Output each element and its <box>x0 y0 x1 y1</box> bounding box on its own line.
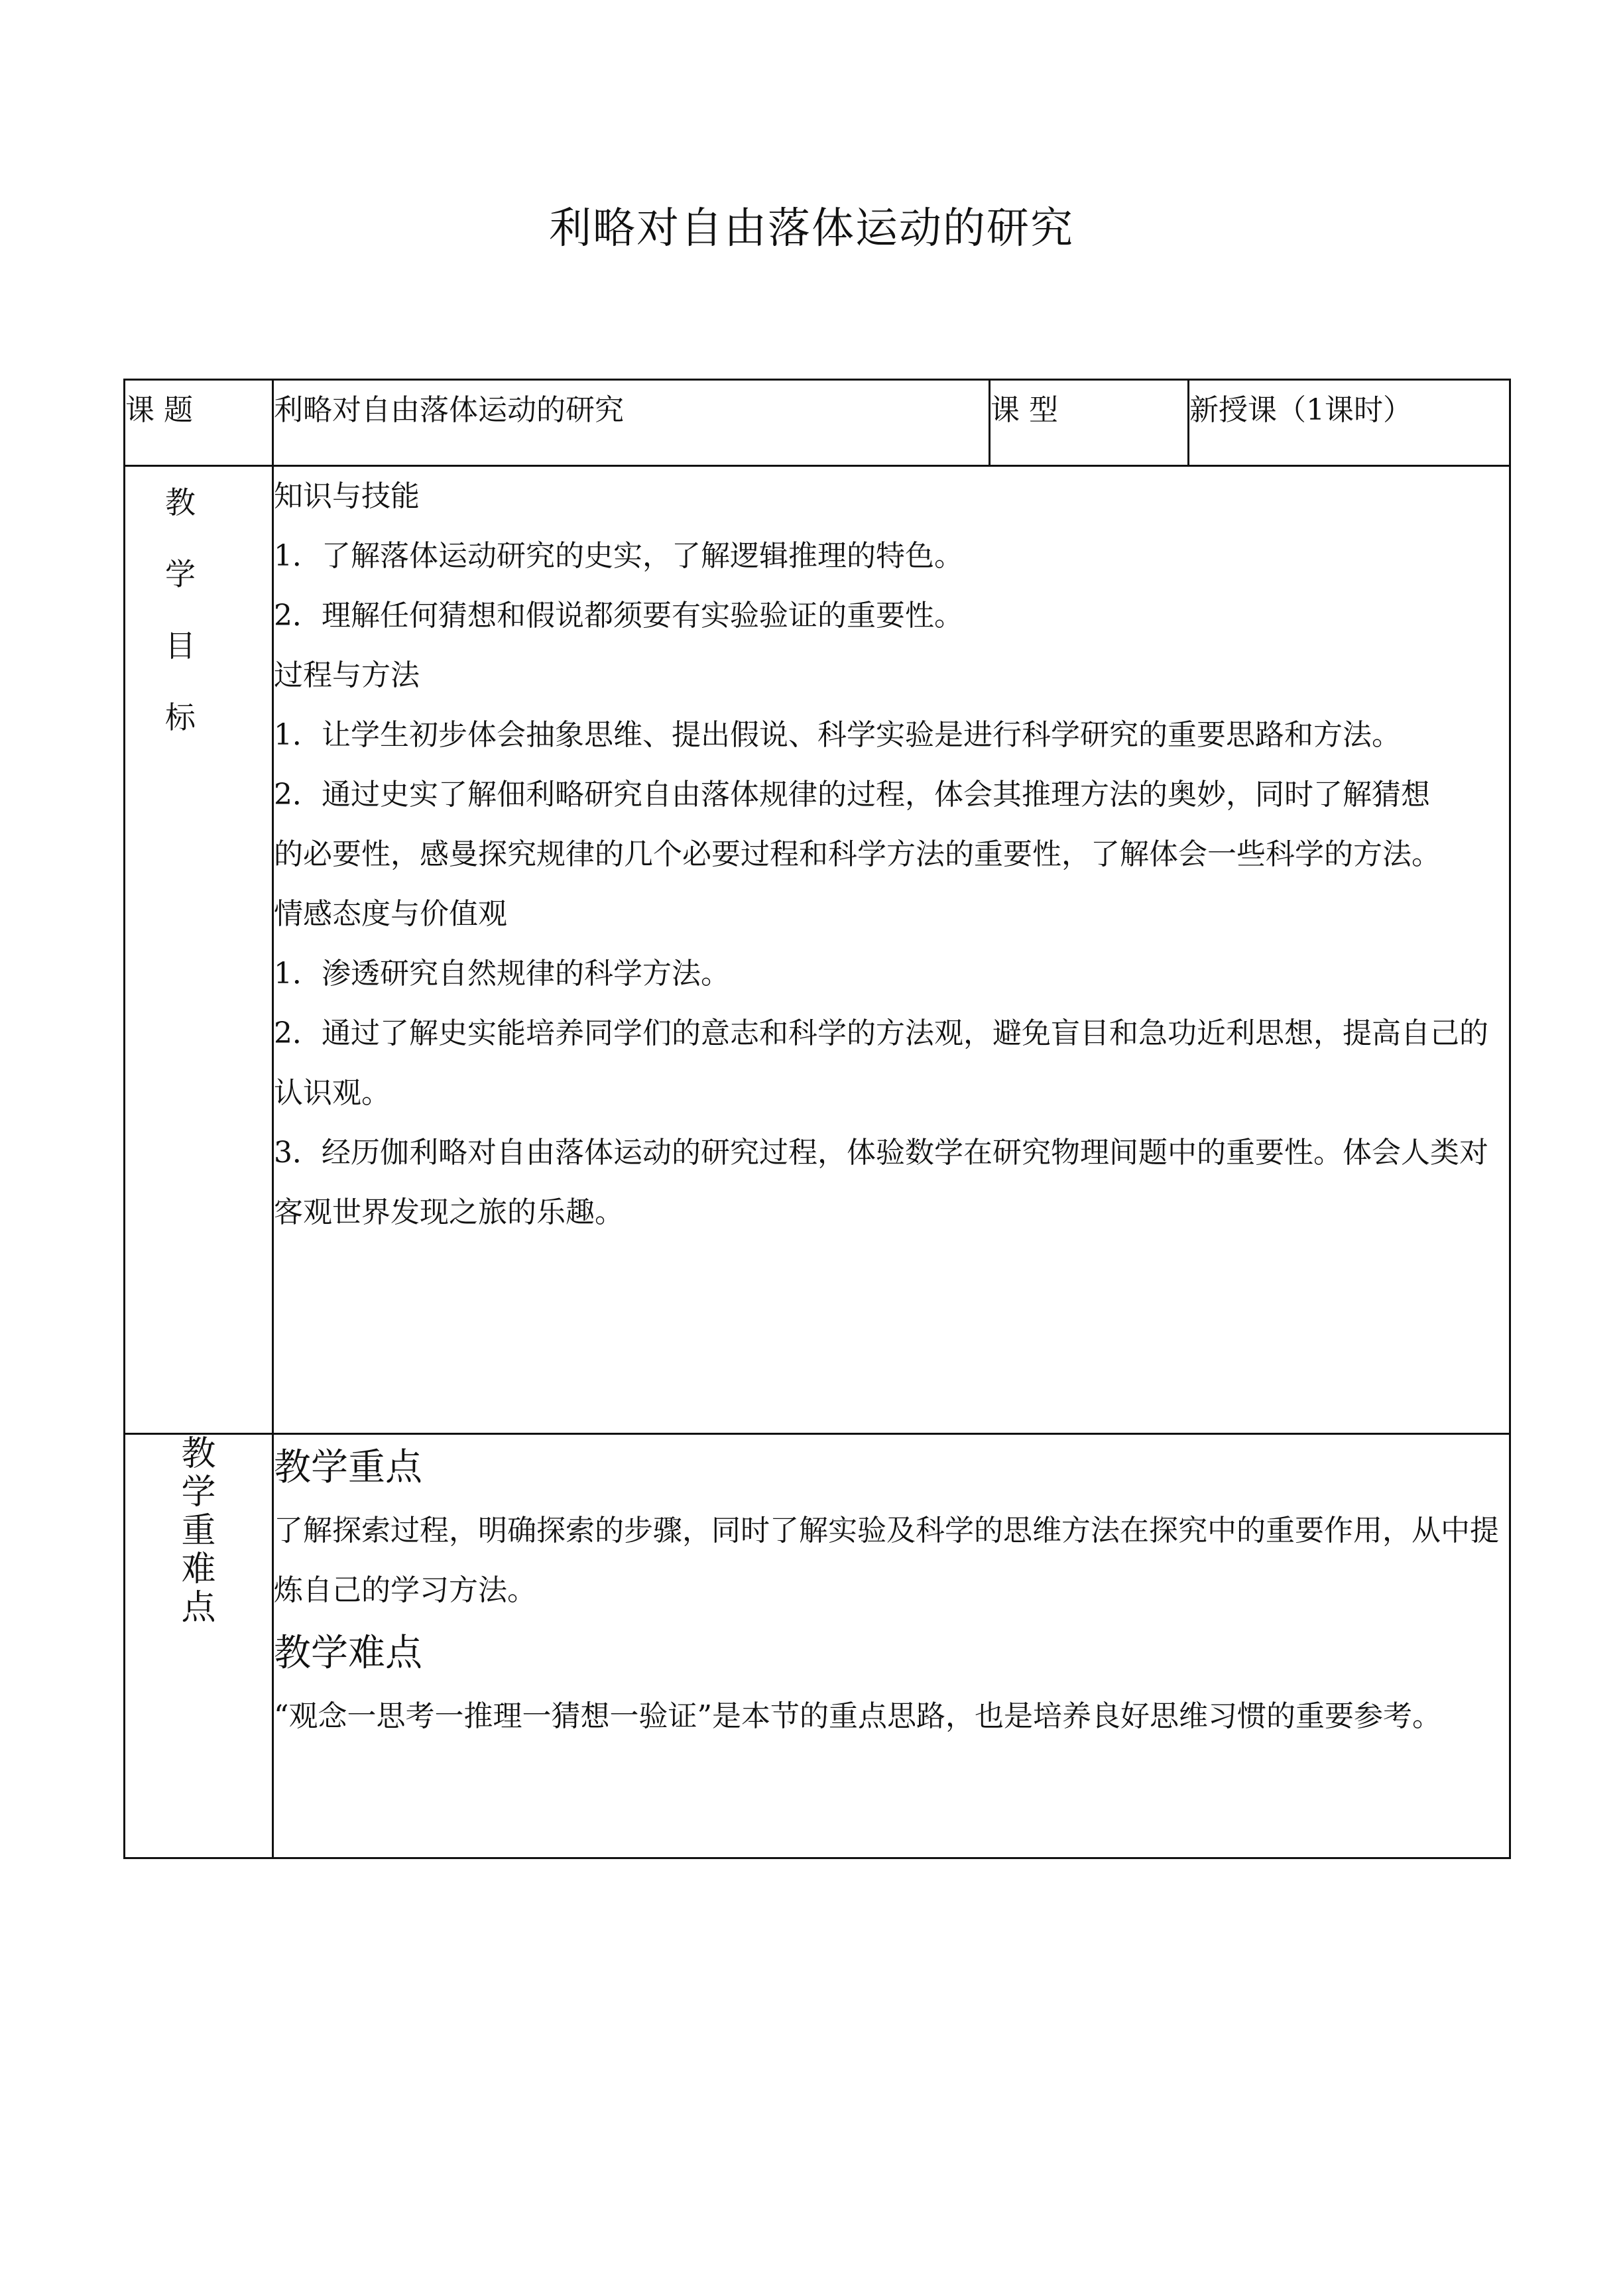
key-heading: 教学重点 <box>274 1446 422 1489</box>
keypoints-label-char: 教 <box>181 1434 216 1474</box>
type-value-cell <box>1189 380 1510 466</box>
table-row-objectives <box>125 466 1510 1434</box>
type-value: 新授课（1课时） <box>1189 393 1412 427</box>
difficulty-heading: 教学难点 <box>274 1632 422 1675</box>
emotion-heading: 情感态度与价值观 <box>274 897 507 931</box>
difficulty-text: “观念一思考一推理一猜想一验证”是本节的重点思路，也是培养良好思维习惯的重要参考。 <box>274 1699 1441 1733</box>
process-item: 2．通过史实了解佃利略研究自由落体规律的过程，体会其推理方法的奥妙，同时了解猜想 <box>274 778 1430 812</box>
knowledge-item: 1．了解落体运动研究的史实，了解逻辑推理的特色。 <box>274 539 963 573</box>
type-label: 课 型 <box>991 393 1058 427</box>
keypoints-label-char: 点 <box>181 1588 216 1628</box>
emotion-item: 1．渗透研究自然规律的科学方法。 <box>274 957 730 991</box>
process-item: 的必要性，感曼探究规律的几个必要过程和科学方法的重要性，了解体会一些科学的方法。 <box>274 837 1441 871</box>
knowledge-item: 2．理解任何猜想和假说都须要有实验验证的重要性。 <box>274 599 963 633</box>
objectives-label-char: 学 <box>165 556 196 592</box>
table-row-topic <box>125 380 1510 466</box>
objectives-label-char: 标 <box>165 699 196 735</box>
lesson-plan-table <box>123 379 1511 1859</box>
process-heading: 过程与方法 <box>274 658 420 692</box>
objectives-label-cell <box>125 466 273 1434</box>
objectives-content <box>273 466 1510 1434</box>
keypoints-label-char: 难 <box>181 1549 216 1589</box>
type-label-cell <box>990 380 1189 466</box>
keypoints-content <box>273 1434 1510 1858</box>
key-text: 了解探索过程，明确探索的步骤，同时了解实验及科学的思维方法在探究中的重要作用，从中提炼自己的学习方法。 <box>274 1514 1499 1607</box>
emotion-item: 2．通过了解史实能培养同学们的意志和科学的方法观，避免盲目和急功近利思想，提高自己的认识观。 <box>274 1016 1488 1110</box>
objectives-label-char: 目 <box>165 628 196 664</box>
keypoints-label-char: 学 <box>181 1473 216 1512</box>
topic-value-cell <box>273 380 990 466</box>
objectives-label-char: 教 <box>165 485 196 520</box>
document-title: 利略对自由落体运动的研究 <box>549 204 1074 253</box>
topic-label: 课 题 <box>125 393 193 427</box>
keypoints-label-cell <box>125 1434 273 1858</box>
topic-label-cell <box>125 380 273 466</box>
process-item: 1．让学生初步体会抽象思维、提出假说、科学实验是进行科学研究的重要思路和方法。 <box>274 718 1401 752</box>
topic-value: 利略对自由落体运动的研究 <box>274 393 624 427</box>
knowledge-heading: 知识与技能 <box>274 479 420 513</box>
keypoints-label-char: 重 <box>181 1511 216 1551</box>
table-row-keypoints <box>125 1434 1510 1858</box>
emotion-item: 3．经历伽利略对自由落体运动的研究过程，体验数学在研究物理间题中的重要性。体会人类对客观世界发现之旅的乐趣。 <box>274 1136 1488 1229</box>
